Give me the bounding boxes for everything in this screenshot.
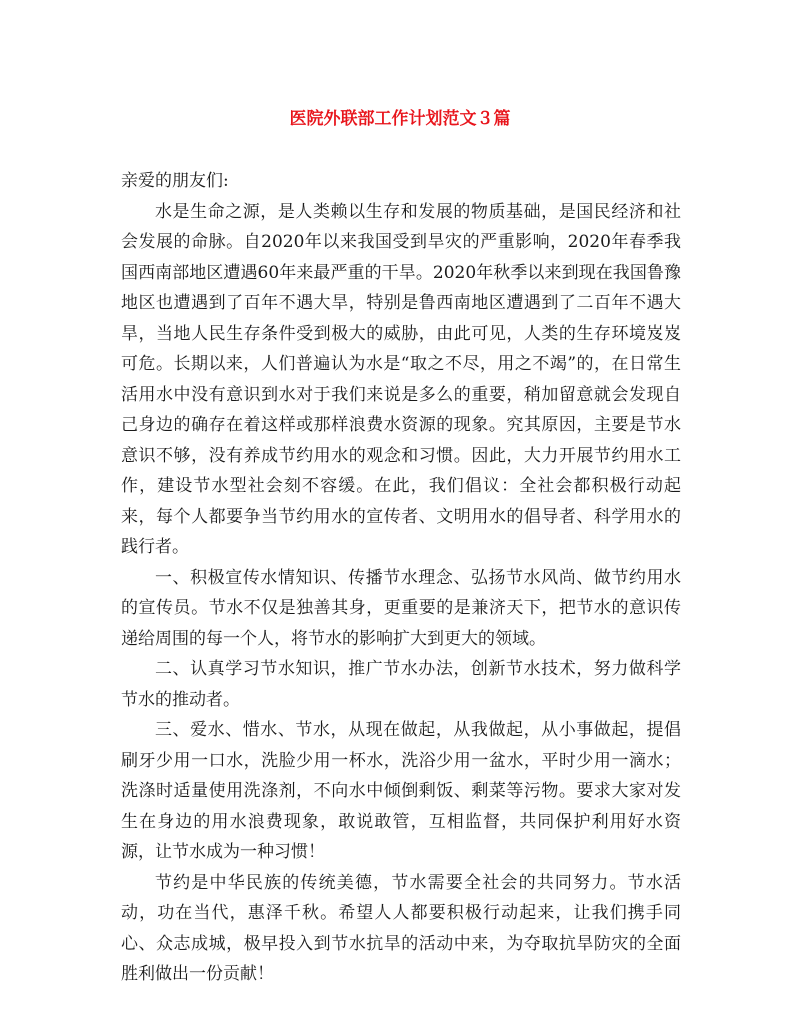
salutation: 亲爱的朋友们:	[121, 171, 229, 191]
document-title: 医院外联部工作计划范文３篇	[289, 109, 511, 129]
paragraph-point-three: 三、爱水、惜水、节水，从现在做起，从我做起，从小事做起，提倡刷牙少用一口水，洗脸少用一杯水，洗浴少用一盆水，平时少用一滴水；洗涤时适量使用洗涤剂，不向水中倾倒剩饭、剩菜等污物。要求大家对发生在身边的用水浪费现象，敢说敢管，互相监督，共同保护利用好水资源，让节水成为一种习惯！	[121, 720, 681, 862]
paragraph-intro: 水是生命之源，是人类赖以生存和发展的物质基础，是国民经济和社会发展的命脉。自2020年以来我国受到旱灾的严重影响，2020年春季我国西南部地区遭遇60年来最严重的干旱。2020年秋季以来到现在我国鲁豫地区也遭遇到了百年不遇大旱，特别是鲁西南地区遭遇到了二百年不遇大旱，当地人民生存条件受到极大的威胁，由此可见，人类的生存环境岌岌可危。长期以来，人们普遍认为水是“取之不尽，用之不竭”的，在日常生活用水中没有意识到水对于我们来说是多么的重要，稍加留意就会发现自己身边的确存在着这样或那样浪费水资源的现象。究其原因，主要是节水意识不够，没有养成节约用水的观念和习惯。因此，大力开展节约用水工作，建设节水型社会刻不容缓。在此，我们倡议：全社会都积极行动起来，每个人都要争当节约用水的宣传者、文明用水的倡导者、科学用水的践行者。	[121, 201, 681, 557]
paragraph-point-two: 二、认真学习节水知识，推广节水办法，创新节水技术，努力做科学节水的推动者。	[121, 659, 681, 710]
paragraph-point-one: 一、积极宣传水情知识、传播节水理念、弘扬节水风尚、做节约用水的宣传员。节水不仅是独善其身，更重要的是兼济天下，把节水的意识传递给周围的每一个人，将节水的影响扩大到更大的领域。	[121, 567, 681, 649]
paragraph-closing: 节约是中华民族的传统美德，节水需要全社会的共同努力。节水活动，功在当代，惠泽千秋。希望人人都要积极行动起来，让我们携手同心、众志成城，极早投入到节水抗旱的活动中来，为夺取抗旱防灾的全面胜利做出一份贡献！	[121, 872, 681, 984]
document-body	[121, 166, 681, 990]
